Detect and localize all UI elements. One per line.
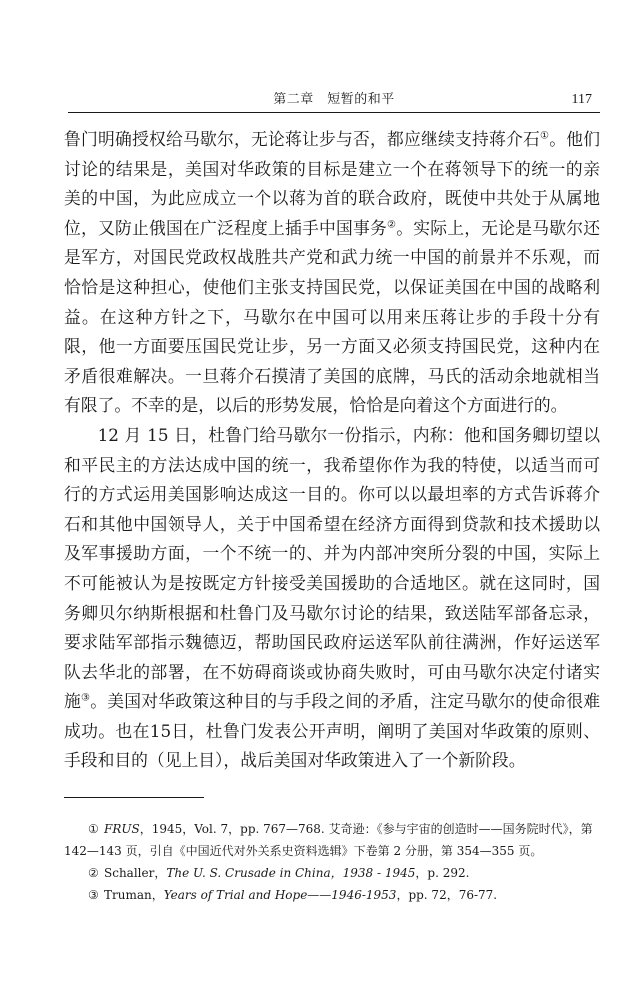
- footnote-3-author: Truman，: [104, 888, 164, 902]
- page-number: 117: [571, 92, 592, 107]
- footnote-ref-2: ②: [387, 219, 397, 231]
- paragraph-2-part-b: 。美国对华政策这种目的与手段之间的矛盾，注定马歇尔的使命很难成功。也在15日，杜鲁门发表公开声明，阐明了美国对华政策的原则、手段和目的（见上目），战后美国对华政策进入了一个新阶段。: [64, 691, 600, 771]
- footnote-ref-3: ③: [81, 692, 91, 704]
- footnotes: [64, 818, 600, 906]
- footnote-3: [64, 884, 600, 906]
- paragraph-1-part-c: 。实际上，无论是马歇尔还是军方，对国民党政权战胜共产党和武力统一中国的前景并不乐观，而恰恰是这种担心，使他们主张支持国民党，以保证美国在中国的战略利益。在这种方针之下，马歇尔在中国可以用来压蒋让步的手段十分有限，他一方面要压国民党让步，另一方面又必须支持国民党，这种内在矛盾很难解决。一旦蒋介石摸清了美国的底牌，马氏的活动余地就相当有限了。不幸的是，以后的形势发展，恰恰是向着这个方面进行的。: [64, 217, 600, 416]
- footnote-3-text: ，pp. 72，76-77.: [396, 888, 498, 902]
- footnote-separator: [64, 797, 204, 798]
- footnote-mark: ③: [88, 888, 99, 902]
- footnote-1-text: ，1945，Vol. 7，pp. 767—768. 艾奇逊：《参与宇宙的创造时——国务院时代》，第 142—143 页，引自《中国近代对外关系史资料选辑》下卷第 2 分册，第 354—355 页。: [64, 822, 593, 858]
- body-text: [64, 125, 600, 776]
- paragraph-1: [64, 125, 600, 421]
- footnote-3-title: Years of Trial and Hope——1946-1953: [163, 888, 397, 902]
- chapter-title: 第二章 短暂的和平: [273, 92, 395, 107]
- paragraph-2-part-a: 12 月 15 日，杜鲁门给马歇尔一份指示，内称：他和国务卿切望以和平民主的方法达成中国的统一，我希望你作为我的特使，以适当而可行的方式运用美国影响达成这一目的。你可以以最坦率的方式告诉蒋介石和其他中国领导人，关于中国希望在经济方面得到贷款和技术援助以及军事援助方面，一个不统一的、并为内部冲突所分裂的中国，实际上不可能被认为是按既定方针接受美国援助的合适地区。就在这同时，国务卿贝尔纳斯根据和杜鲁门及马歇尔讨论的结果，致送陆军部备忘录，要求陆军部指示魏德迈，帮助国民政府运送军队前往满洲，作好运送军队去华北的部署，在不妨碍商谈或协商失败时，可由马歇尔决定付诸实施: [64, 424, 600, 712]
- footnote-2-title: The U. S. Crusade in China，1938 - 1945: [166, 866, 416, 880]
- footnote-2: [64, 862, 600, 884]
- footnote-mark: ②: [88, 866, 99, 880]
- header-rule: [68, 112, 600, 113]
- paragraph-1-part-a: 鲁门明确授权给马歇尔，无论蒋让步与否，都应继续支持蒋介石: [64, 129, 541, 149]
- footnote-2-text: ，p. 292.: [415, 866, 470, 880]
- running-header: [68, 90, 600, 114]
- paragraph-2: [64, 421, 600, 776]
- footnote-ref-1: ①: [540, 130, 550, 142]
- footnote-2-author: Schaller，: [104, 866, 167, 880]
- footnote-mark: ①: [88, 822, 99, 836]
- footnote-1: [64, 818, 600, 862]
- footnote-1-title: FRUS: [104, 822, 140, 836]
- paragraph-1-part-b: 。他们讨论的结果是，美国对华政策的目标是建立一个在蒋领导下的统一的亲美的中国，为此应成立一个以蒋为首的联合政府，既使中共处于从属地位，又防止俄国在广泛程度上插手中国事务: [64, 129, 600, 238]
